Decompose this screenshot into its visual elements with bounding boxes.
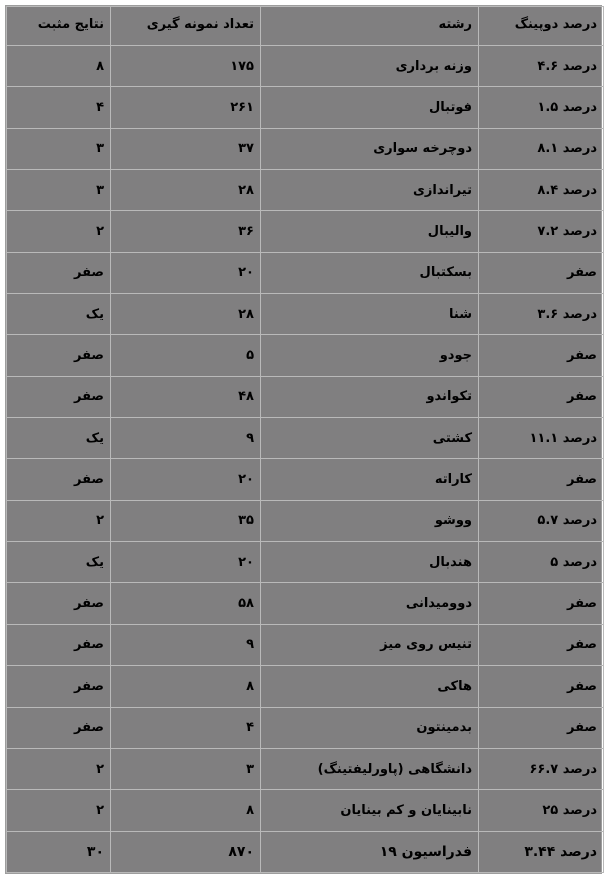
sport-cell: شنا <box>261 294 479 335</box>
sport-cell: دوومیدانی <box>261 583 479 624</box>
doping-percent-cell: درصد ۲۵ <box>479 790 604 831</box>
doping-percent-cell: صفر <box>479 459 604 500</box>
positive-results-cell: صفر <box>7 459 111 500</box>
doping-percent-cell: درصد ۸.۴ <box>479 170 604 211</box>
doping-percent-cell: درصد ۷.۲ <box>479 211 604 252</box>
doping-percent-cell: درصد ۶۶.۷ <box>479 748 604 789</box>
sample-count-cell: ۹ <box>111 418 261 459</box>
positive-results-cell: یک <box>7 294 111 335</box>
table-row <box>7 748 604 789</box>
sport-cell: کاراته <box>261 459 479 500</box>
positive-results-cell: صفر <box>7 583 111 624</box>
sport-cell: دانشگاهی (پاورلیفتینگ) <box>261 748 479 789</box>
header-positive-results: نتایج مثبت <box>7 7 111 46</box>
doping-percent-cell: صفر <box>479 707 604 748</box>
sample-count-cell: ۸۷۰ <box>111 831 261 872</box>
sport-cell: بسکتبال <box>261 252 479 293</box>
sample-count-cell: ۳۶ <box>111 211 261 252</box>
sample-count-cell: ۸ <box>111 666 261 707</box>
sport-cell: هندبال <box>261 542 479 583</box>
sport-cell: نابینایان و کم بینایان <box>261 790 479 831</box>
positive-results-cell: صفر <box>7 335 111 376</box>
doping-percent-cell: درصد ۵ <box>479 542 604 583</box>
table-row <box>7 707 604 748</box>
positive-results-cell: ۲ <box>7 748 111 789</box>
table-row <box>7 624 604 665</box>
sport-cell: تیراندازی <box>261 170 479 211</box>
doping-percent-cell: درصد ۳.۴۴ <box>479 831 604 872</box>
positive-results-cell: صفر <box>7 624 111 665</box>
positive-results-cell: ۸ <box>7 46 111 87</box>
sport-cell: دوچرخه سواری <box>261 128 479 169</box>
sport-cell: فوتبال <box>261 87 479 128</box>
sample-count-cell: ۳۵ <box>111 500 261 541</box>
sample-count-cell: ۵۸ <box>111 583 261 624</box>
sport-cell: تنیس روی میز <box>261 624 479 665</box>
doping-percent-cell: درصد ۱۱.۱ <box>479 418 604 459</box>
sport-cell: هاکی <box>261 666 479 707</box>
sample-count-cell: ۳ <box>111 748 261 789</box>
doping-percent-cell: درصد ۴.۶ <box>479 46 604 87</box>
doping-percent-cell: صفر <box>479 335 604 376</box>
sport-cell: والیبال <box>261 211 479 252</box>
positive-results-cell: یک <box>7 418 111 459</box>
sport-cell: کشتی <box>261 418 479 459</box>
sample-count-cell: ۲۰ <box>111 459 261 500</box>
positive-results-cell: ۲ <box>7 790 111 831</box>
positive-results-cell: یک <box>7 542 111 583</box>
sport-cell: وزنه برداری <box>261 46 479 87</box>
positive-results-cell: صفر <box>7 666 111 707</box>
sample-count-cell: ۲۶۱ <box>111 87 261 128</box>
sport-cell: بدمینتون <box>261 707 479 748</box>
table-body <box>7 46 604 873</box>
header-row <box>7 7 604 46</box>
sample-count-cell: ۴۸ <box>111 376 261 417</box>
doping-percent-cell: درصد ۳.۶ <box>479 294 604 335</box>
positive-results-cell: ۴ <box>7 87 111 128</box>
sport-cell: ووشو <box>261 500 479 541</box>
sample-count-cell: ۲۰ <box>111 252 261 293</box>
doping-stats-table <box>6 6 604 873</box>
sample-count-cell: ۲۰ <box>111 542 261 583</box>
sport-cell: جودو <box>261 335 479 376</box>
sample-count-cell: ۵ <box>111 335 261 376</box>
positive-results-cell: ۳۰ <box>7 831 111 872</box>
positive-results-cell: ۳ <box>7 170 111 211</box>
sport-cell: فدراسیون ۱۹ <box>261 831 479 872</box>
positive-results-cell: صفر <box>7 252 111 293</box>
table-row <box>7 252 604 293</box>
positive-results-cell: صفر <box>7 376 111 417</box>
table-header <box>7 7 604 46</box>
table-row <box>7 790 604 831</box>
table-row <box>7 500 604 541</box>
doping-percent-cell: صفر <box>479 376 604 417</box>
table-row <box>7 376 604 417</box>
doping-percent-cell: صفر <box>479 666 604 707</box>
table-row <box>7 542 604 583</box>
table-row <box>7 87 604 128</box>
sample-count-cell: ۳۷ <box>111 128 261 169</box>
table-row <box>7 583 604 624</box>
doping-percent-cell: صفر <box>479 252 604 293</box>
doping-percent-cell: درصد ۸.۱ <box>479 128 604 169</box>
positive-results-cell: صفر <box>7 707 111 748</box>
sample-count-cell: ۴ <box>111 707 261 748</box>
doping-percent-cell: درصد ۵.۷ <box>479 500 604 541</box>
header-doping-percent: درصد دوپینگ <box>479 7 604 46</box>
table-row <box>7 459 604 500</box>
doping-stats-table-container <box>5 5 602 874</box>
table-row <box>7 666 604 707</box>
positive-results-cell: ۲ <box>7 500 111 541</box>
sample-count-cell: ۲۸ <box>111 170 261 211</box>
table-row <box>7 211 604 252</box>
table-row <box>7 418 604 459</box>
positive-results-cell: ۳ <box>7 128 111 169</box>
sample-count-cell: ۸ <box>111 790 261 831</box>
header-sport: رشته <box>261 7 479 46</box>
sport-cell: تکواندو <box>261 376 479 417</box>
doping-percent-cell: صفر <box>479 583 604 624</box>
sample-count-cell: ۲۸ <box>111 294 261 335</box>
table-row <box>7 294 604 335</box>
table-row <box>7 46 604 87</box>
table-row <box>7 128 604 169</box>
doping-percent-cell: صفر <box>479 624 604 665</box>
doping-percent-cell: درصد ۱.۵ <box>479 87 604 128</box>
table-row <box>7 335 604 376</box>
sample-count-cell: ۹ <box>111 624 261 665</box>
sample-count-cell: ۱۷۵ <box>111 46 261 87</box>
positive-results-cell: ۲ <box>7 211 111 252</box>
total-row <box>7 831 604 872</box>
table-row <box>7 170 604 211</box>
header-sample-count: تعداد نمونه گیری <box>111 7 261 46</box>
